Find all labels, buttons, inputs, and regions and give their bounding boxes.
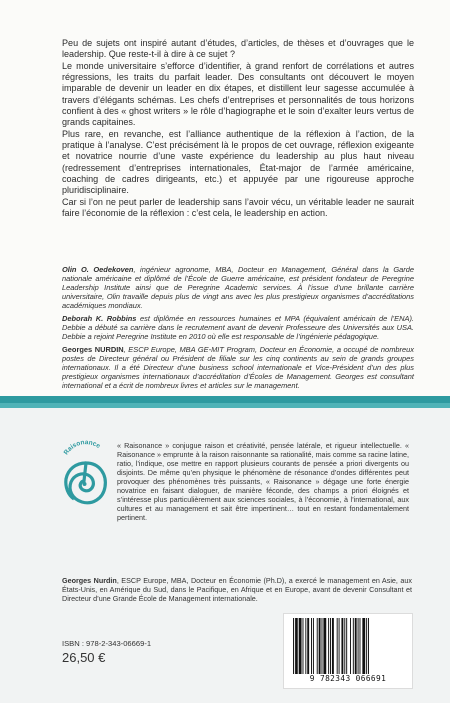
- author-note-name: Georges Nurdin: [62, 576, 117, 585]
- barcode-bar: [330, 618, 331, 674]
- bio-text: est diplômée en ressources humaines et MPA (équivalent américain de l’ENA). Debbie a débuté sa carrière dans le recrutement avant de devenir Professeure des Universités aux USA. Debbie a rejoint Peregrine Institute en 2010 où elle est responsable de l’ingénierie pédagogique.: [62, 313, 415, 342]
- barcode-bar: [317, 618, 318, 674]
- barcode-bar: [346, 618, 347, 674]
- logo-text: Raisonance: [62, 439, 102, 457]
- intro-paragraph-4: Car si l’on ne peut parler de leadership sans l’avoir vécu, un véritable leader ne saurait faire l’économie de la réflexion : c’est cela, le leadership en action.: [62, 196, 414, 219]
- intro-paragraph-3: Plus rare, en revanche, est l’alliance authentique de la réflexion à l’action, de la pratique à l’analyse. C’est précisément là le propos de cet ouvrage, réflexion exigeante et novatrice nourrie d’une vaste expérience du leadership au plus haut niveau (redressement d’entreprises internationales, État-major de l’armée américaine, coaching de cadres dirigeants, etc.) et appuyée par une rigoureuse approche pluridisciplinaire.: [62, 128, 414, 196]
- barcode-bar: [355, 618, 357, 674]
- intro-text: [62, 38, 414, 220]
- barcode-bar: [319, 618, 321, 674]
- barcode-bar: [296, 618, 298, 674]
- intro-paragraph-1: Peu de sujets ont inspiré autant d’études, d’articles, de thèses et d’ouvrages que le leadership. Que reste-t-il à dire à ce sujet ?: [62, 38, 414, 60]
- barcode-bars: [293, 618, 403, 674]
- bio-text: , ESCP Europe, MBA GE-MIT Program, Docteur en Économie, a occupé de nombreux postes de Directeur général ou Président de filiale sur les cinq continents au sein de grands groupes internationaux. Il a été Directeur d’une business school internationale et Vice-Président d’un des plus prestigieux organismes internationaux d’accréditation d’Écoles de Management. Georges est consultant international et a écrit de nombreux livres et articles sur le management.: [62, 344, 414, 391]
- nautilus-shell-icon: [60, 435, 112, 513]
- intro-paragraph-2: Le monde universitaire s’efforce d’identifier, à grand renfort de corrélations et autres régressions, les traits du parfait leader. Des consultants ont découvert le moyen imparable de devenir un leader en dix étapes, et distillent leur sagesse accumulée à travers d’élégants schémas. Les chefs d’entreprises et personnalités de tous horizons confient à des « ghost writers » le rôle d’hagiographe et le soin d’exalter leurs vertus de grands capitaines.: [62, 60, 414, 128]
- bio-name: Deborah K. Robbins: [62, 313, 137, 323]
- svg-text:Raisonance: [63, 439, 102, 456]
- bio-nurdin: [62, 345, 414, 390]
- barcode-bar: [307, 618, 309, 674]
- barcode-bar: [341, 618, 343, 674]
- author-note-text: , ESCP Europe, MBA, Docteur en Économie (Ph.D), a exercé le management en Asie, aux États-Unis, en Amérique du Sud, dans le Pacifique, en Afrique et en Europe, avant de devenir Consultant et Directeur d’une Grande École de Management internationale.: [62, 576, 412, 603]
- barcode-bar: [360, 618, 361, 674]
- barcode-bar: [339, 618, 340, 674]
- barcode-bar: [305, 618, 306, 674]
- barcode-bar: [295, 618, 296, 674]
- barcode-bar: [293, 618, 294, 674]
- isbn: ISBN : 978-2-343-06669-1: [62, 639, 152, 648]
- author-note: [62, 576, 412, 603]
- barcode-digits: 9 782343 066691: [309, 674, 387, 683]
- barcode-bar: [328, 618, 329, 674]
- barcode-bar: [313, 618, 314, 674]
- bio-name: Olin O. Oedekoven: [62, 265, 134, 274]
- barcode-bar: [323, 618, 326, 674]
- bio-oedekoven: [62, 265, 414, 310]
- barcode-bar: [358, 618, 359, 674]
- raisonance-logo: [60, 435, 112, 513]
- barcode-bar: [366, 618, 367, 674]
- barcode: [283, 613, 413, 689]
- barcode-bar: [311, 618, 312, 674]
- bio-name: Georges NURDIN: [62, 344, 124, 354]
- price: 26,50 €: [62, 650, 106, 665]
- barcode-bar: [303, 618, 304, 674]
- barcode-bar: [332, 618, 334, 674]
- barcode-bar: [353, 618, 354, 674]
- barcode-bar: [337, 618, 338, 674]
- bio-robbins: [62, 314, 414, 341]
- barcode-bar: [344, 618, 345, 674]
- barcode-bar: [299, 618, 302, 674]
- barcode-bar: [322, 618, 323, 674]
- barcode-bar: [368, 618, 369, 674]
- collection-description: [117, 441, 409, 522]
- bio-text: , ingénieur agronome, MBA, Docteur en Management, Général dans la Garde nationale américaine et diplômé de l’École de Guerre américaine, est président fondateur de Peregrine Leadership Institute ainsi que de Peregrine Academic services. À l’issue d’une brillante carrière universitaire, Olin travaille depuis plus de vingt ans avec les plus prestigieux organismes d’accréditations académiques mondiaux.: [62, 265, 414, 311]
- author-bios: [62, 265, 414, 394]
- barcode-bar: [362, 618, 365, 674]
- collection-description-text: « Raisonance » conjugue raison et créativité, pensée latérale, et rigueur intellectuelle. « Raisonance » emprunte à la raison raisonnante sa rationalité, mais comme sa racine latine, ratio, l’indique, ose mettre en rapport plusieurs courants de pensée a priori divergents ou disjoints. De même qu’en physique le phénomène de résonance d’ondes différentes peut provoquer des phénomènes très puissants, « Raisonance » dégage une forte énergie novatrice en faisant dialoguer, de manière féconde, des champs a priori éloignés et s’intéresse plus particulièrement aux sciences sociales, à l’économie, à l’international, aux cultures et au management et sait être impertinent… tout en restant fondamentalement pertinent.: [117, 441, 409, 522]
- barcode-bar: [350, 618, 351, 674]
